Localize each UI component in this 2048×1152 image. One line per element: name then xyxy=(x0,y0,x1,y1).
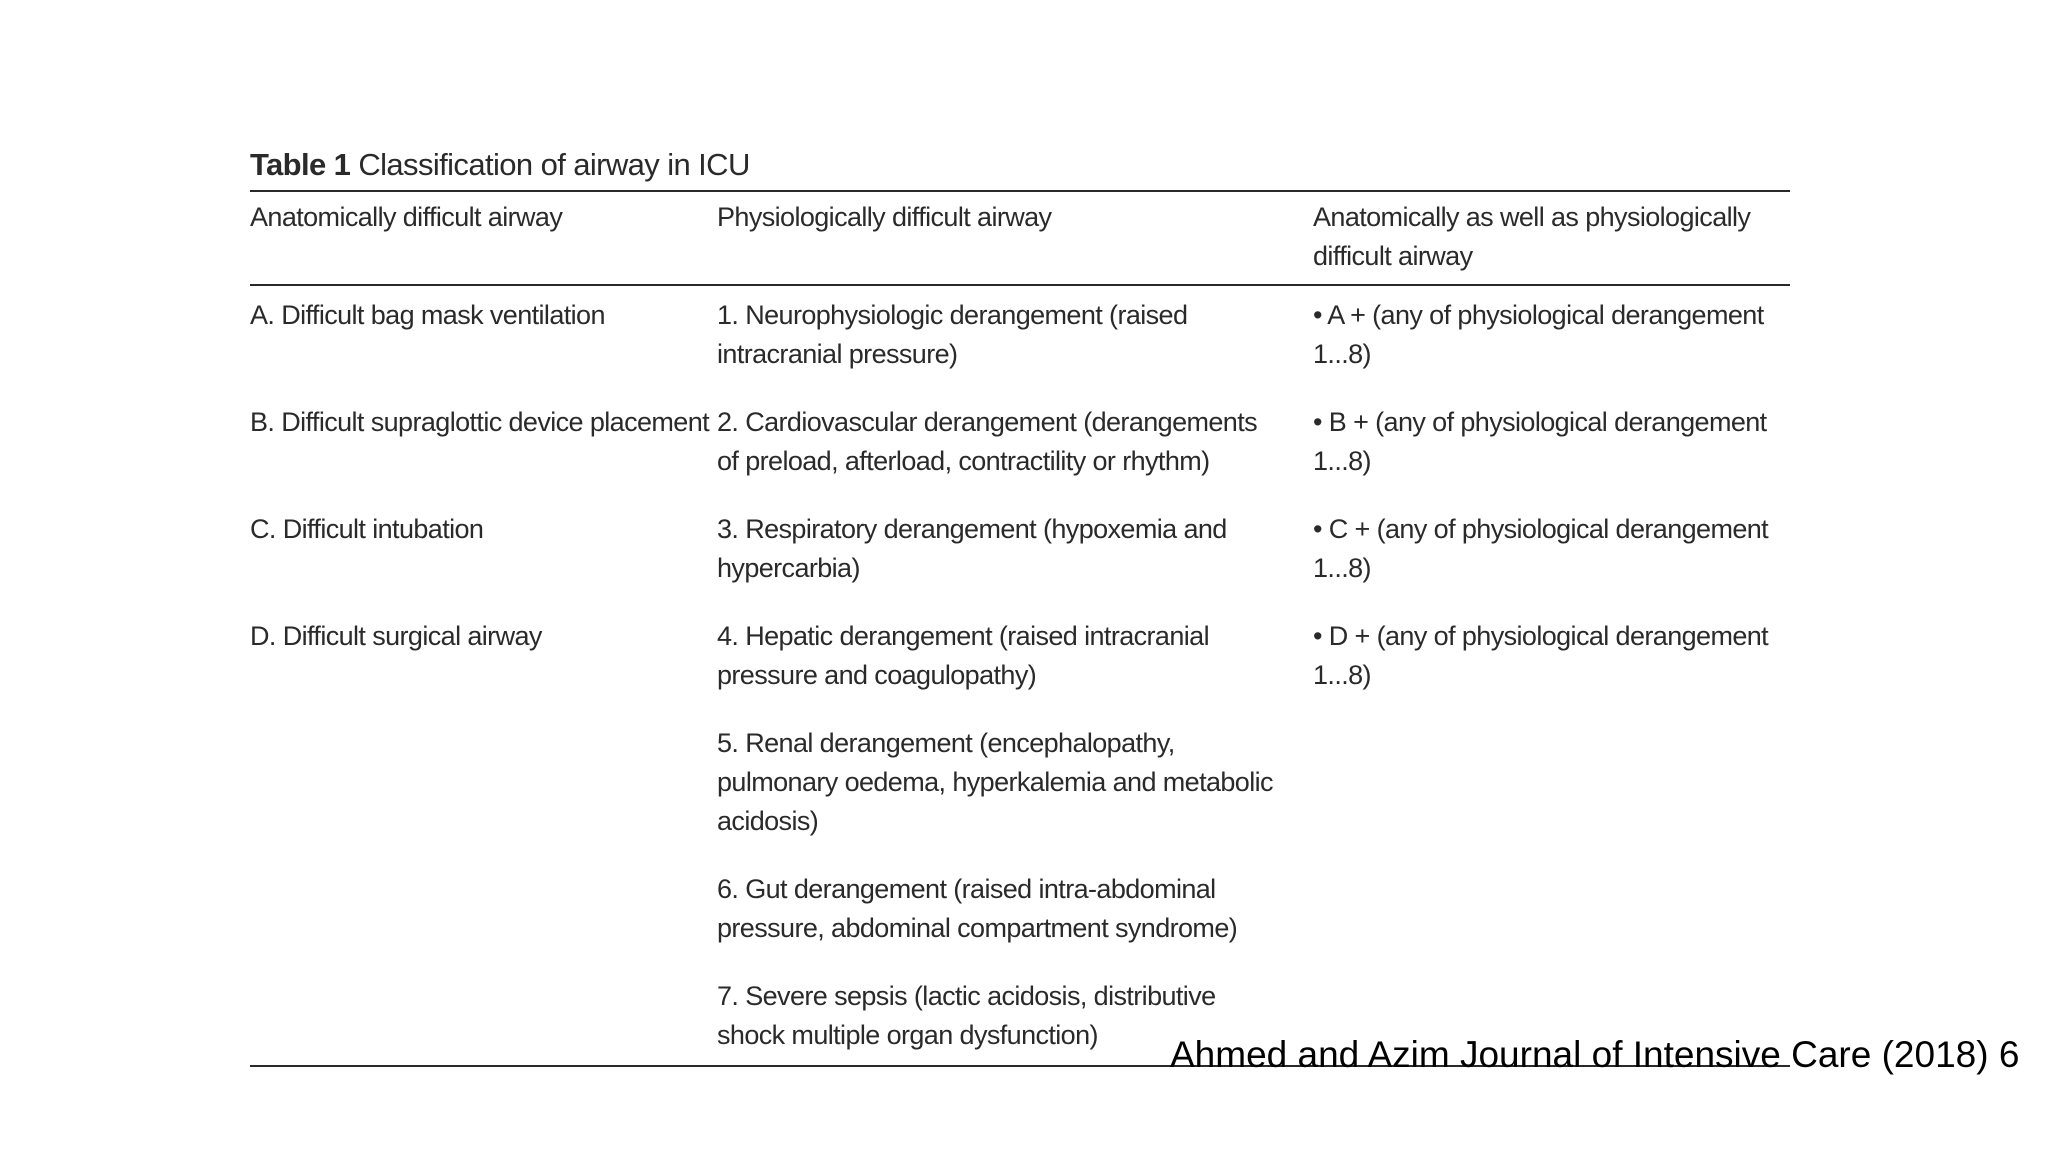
table-title: Classification of airway in ICU xyxy=(358,147,750,182)
citation-text: Ahmed and Azim Journal of Intensive Care (2018) 6 xyxy=(1170,1034,2020,1075)
header-row xyxy=(250,191,1790,285)
header-physiological: Physiologically difficult airway xyxy=(717,191,1313,285)
table-cell: 4. Hepatic derangement (raised intracranial pressure and coagulopathy) xyxy=(717,621,1209,690)
table-header xyxy=(250,191,1790,285)
table-cell: A. Difficult bag mask ventilation xyxy=(250,300,605,330)
table-row xyxy=(250,501,1790,608)
table-cell: • C + (any of physiological derangement 1...8) xyxy=(1313,514,1769,583)
header-combined: Anatomically as well as physiologically difficult airway xyxy=(1313,191,1790,285)
table-cell xyxy=(1313,861,1790,968)
table-cell: 3. Respiratory derangement (hypoxemia and hypercarbia) xyxy=(717,514,1227,583)
table-cell: • D + (any of physiological derangement 1...8) xyxy=(1313,621,1769,690)
table-cell: 6. Gut derangement (raised intra-abdominal pressure, abdominal compartment syndrome) xyxy=(717,874,1238,943)
table-cell: 5. Renal derangement (encephalopathy, pulmonary oedema, hyperkalemia and metabolic acidosis) xyxy=(717,728,1273,836)
header-anatomical: Anatomically difficult airway xyxy=(250,191,717,285)
table-cell: 2. Cardiovascular derangement (derangements of preload, afterload, contractility or rhythm) xyxy=(717,407,1258,476)
table-row xyxy=(250,285,1790,394)
table-row xyxy=(250,608,1790,715)
table-cell: D. Difficult surgical airway xyxy=(250,621,542,651)
table-cell xyxy=(1313,715,1790,861)
table-cell xyxy=(250,968,717,1066)
airway-classification-table xyxy=(250,190,1790,1067)
table-figure xyxy=(250,144,1790,1067)
table-cell: • B + (any of physiological derangement 1...8) xyxy=(1313,407,1767,476)
table-cell xyxy=(250,715,717,861)
table-label: Table 1 xyxy=(250,147,351,182)
table-row xyxy=(250,715,1790,861)
table-cell xyxy=(250,861,717,968)
table-row xyxy=(250,861,1790,968)
table-cell: B. Difficult supraglottic device placement xyxy=(250,407,710,437)
table-cell: C. Difficult intubation xyxy=(250,514,484,544)
table-caption xyxy=(250,144,1790,186)
table-cell: • A + (any of physiological derangement 1...8) xyxy=(1313,300,1764,369)
table-body xyxy=(250,285,1790,1066)
table-cell: 1. Neurophysiologic derangement (raised intracranial pressure) xyxy=(717,300,1188,369)
table-row xyxy=(250,394,1790,501)
table-cell: 7. Severe sepsis (lactic acidosis, distributive shock multiple organ dysfunction) xyxy=(717,968,1313,1066)
